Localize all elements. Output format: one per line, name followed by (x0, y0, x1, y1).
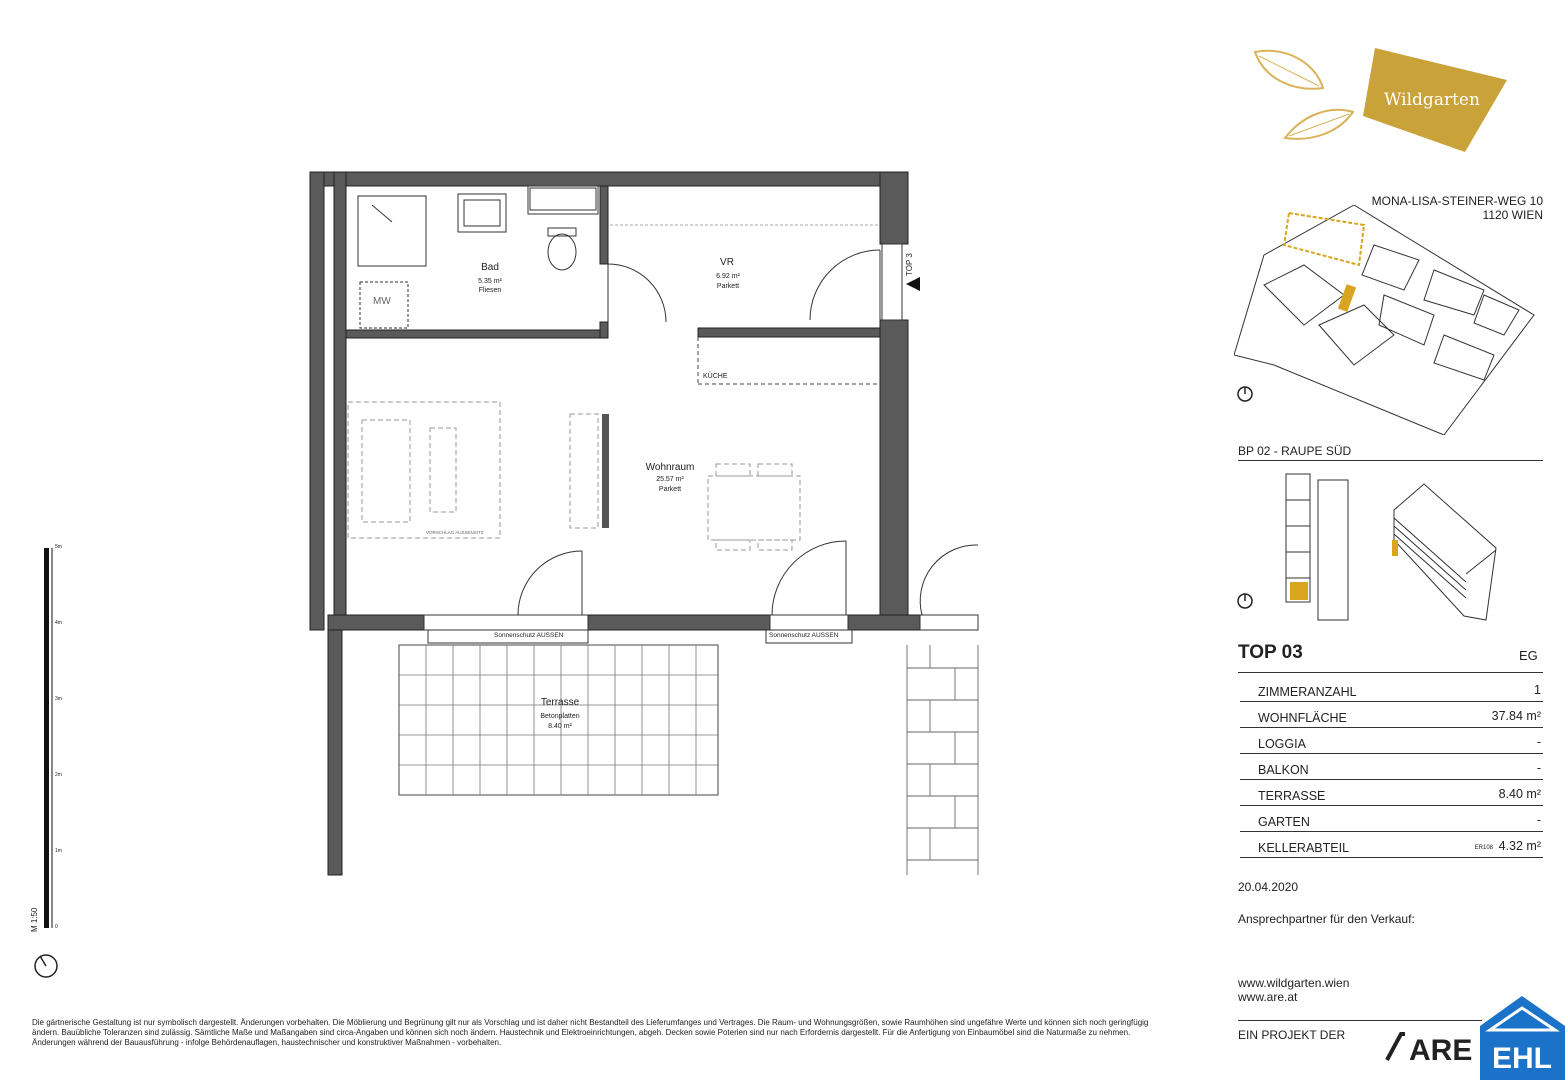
north-compass-icon (1238, 594, 1252, 608)
unit-info-row (1240, 831, 1543, 858)
unit-info-value: 1 (1534, 683, 1541, 697)
tv-panel (602, 414, 609, 528)
scale-tick-2m: 2m (55, 772, 62, 778)
unit-info-value: 4.32 m² (1498, 839, 1541, 853)
room-floor-vr: Parkett (716, 283, 740, 290)
website-2[interactable]: www.are.at (1238, 990, 1298, 1004)
address-street: MONA-LISA-STEINER-WEG 10 (1371, 194, 1543, 208)
unit-info-label: KELLERABTEIL (1258, 841, 1350, 855)
scale-tick-3m: 3m (55, 696, 62, 702)
disclaimer: Die gärtnerische Gestaltung ist nur symbolisch dargestellt. Änderungen vorbehalten. Die Möblierung und Begrünung gilt nur als Vorschlag und ist daher nicht Bestandteil des Lieferumfanges und Vertrages. Die Raum- und Wohnungsgrößen, sowie Raumhöhen sind ungefähre Werte und können sich noch geringfügig ändern. Bauübliche Toleranzen sind zulässig. Sämtliche Maße und Maßangaben sind circa-Angaben und können sich noch ändern. Haustechnik und Elektroeinrichtungen, abgeh. Decken sowie Poterien sind nur nach Erfordernis dargestellt. Für die Anfertigung von Einbaumöbel sind die Naturmaße zu nehmen. Änderungen während der Bauausführung - infolge Behördenauflagen, haustechnischer und konstruktiver Maßnahmen - vorbehalten. (32, 1018, 1149, 1047)
furniture-note: VORSCHLAG AUSSENSITZ (426, 530, 484, 535)
unit-info-value: - (1536, 735, 1541, 749)
unit-info-value: 8.40 m² (1498, 787, 1541, 801)
north-compass-icon (35, 955, 57, 977)
unit-info-code: ER108 (1474, 845, 1493, 851)
scale-bar (44, 548, 52, 928)
ehl-logo (1480, 996, 1565, 1080)
sunshade-label-1: Sonnenschutz AUSSEN (494, 632, 564, 639)
unit-info-value: 37.84 m² (1491, 709, 1541, 723)
north-compass-icon (1238, 387, 1252, 401)
unit-info-label: TERRASSE (1258, 789, 1326, 803)
unit-info-row (1240, 727, 1543, 754)
room-name-wohnraum: Wohnraum (645, 462, 695, 473)
building-diagram (1234, 470, 1544, 630)
unit-info-row (1240, 779, 1543, 806)
furniture (348, 402, 800, 550)
scale-tick-4m: 4m (55, 620, 62, 626)
scale-tick-1m: 1m (55, 848, 62, 854)
scale-label: M 1:50 (30, 907, 39, 932)
room-floor-bad: Fliesen (478, 287, 502, 294)
doors (518, 250, 978, 615)
unit-info-label: BALKON (1258, 763, 1309, 777)
divider (1238, 672, 1543, 673)
unit-info-row (1240, 753, 1543, 780)
room-area-vr: 6.92 m² (716, 273, 740, 280)
room-floor-wohnraum: Parkett (658, 486, 682, 493)
website-1[interactable]: www.wildgarten.wien (1238, 976, 1350, 990)
unit-info-row (1240, 701, 1543, 728)
room-name-bad: Bad (481, 262, 499, 273)
are-logo (1385, 1030, 1480, 1064)
unit-title: TOP 03 (1238, 642, 1303, 663)
kitchen-label: KÜCHE (703, 373, 728, 380)
room-name-vr: VR (720, 257, 734, 268)
unit-floor: EG (1519, 648, 1538, 663)
divider (1238, 1020, 1482, 1021)
contact-label: Ansprechpartner für den Verkauf: (1238, 912, 1415, 926)
project-by: EIN PROJEKT DER (1238, 1028, 1346, 1042)
building-label: BP 02 - RAUPE SÜD (1238, 444, 1352, 458)
unit-info-value: - (1536, 761, 1541, 775)
address-city: 1120 WIEN (1482, 208, 1543, 222)
unit-info-value: - (1536, 813, 1541, 827)
room-area-terrasse: 8.40 m² (548, 723, 572, 730)
room-area-bad: 5.35 m² (478, 278, 502, 285)
entrance-label: TOP 3 (905, 253, 914, 276)
site-map (1234, 205, 1544, 435)
mw-label: MW (373, 296, 391, 307)
room-floor-terrasse: Betonplatten (540, 713, 580, 720)
brand-name: Wildgarten (1384, 90, 1480, 110)
are-logo-text: ARE (1409, 1034, 1473, 1064)
unit-info-row (1240, 675, 1543, 702)
neighbor-paving (907, 645, 978, 875)
plan-date: 20.04.2020 (1238, 880, 1299, 894)
sunshade-label-2: Sonnenschutz AUSSEN (769, 632, 839, 639)
terrace-paving (399, 645, 718, 795)
room-area-wohnraum: 25.57 m² (656, 476, 684, 483)
leaf-icon (1255, 51, 1353, 139)
ehl-logo-text: EHL (1492, 1042, 1552, 1075)
room-name-terrasse: Terrasse (540, 697, 580, 708)
unit-info-label: ZIMMERANZAHL (1258, 685, 1357, 699)
divider (1238, 460, 1543, 461)
unit-info-label: LOGGIA (1258, 737, 1306, 751)
unit-info-label: WOHNFLÄCHE (1258, 711, 1347, 725)
scale-tick-0: 0 (55, 924, 58, 930)
unit-info-row (1240, 805, 1543, 832)
scale-tick-5m: 5m (55, 544, 62, 550)
entrance-arrow (906, 277, 920, 291)
unit-info-label: GARTEN (1258, 815, 1310, 829)
